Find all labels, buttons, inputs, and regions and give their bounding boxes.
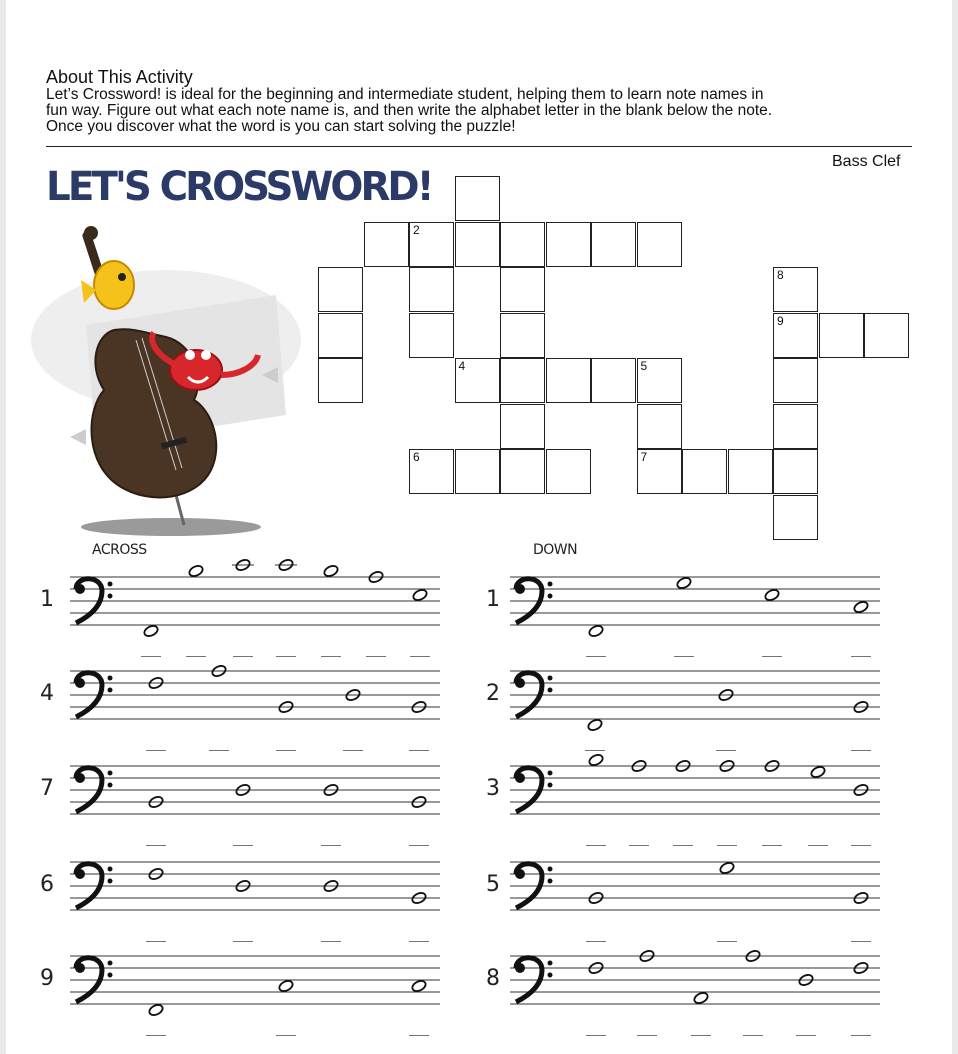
lobster-eye: [185, 350, 195, 360]
bass-scroll: [84, 226, 98, 240]
clue-label: 7: [40, 776, 54, 801]
crossword-cell[interactable]: [318, 313, 363, 358]
fish-body: [94, 261, 134, 309]
whole-note: [587, 718, 603, 732]
crossword-cell[interactable]: [591, 222, 636, 267]
crossword-cell[interactable]: [409, 313, 454, 358]
clue-label: 1: [486, 587, 500, 612]
crossword-cell[interactable]: [455, 222, 500, 267]
fish-eye: [118, 273, 126, 281]
crossword-cell[interactable]: [546, 222, 591, 267]
crossword-cell[interactable]: [500, 222, 545, 267]
clue-number: 9: [777, 313, 784, 328]
divider: [46, 146, 912, 147]
whole-note: [693, 991, 709, 1005]
clue-label: 1: [40, 587, 54, 612]
crossword-cell[interactable]: [773, 495, 818, 540]
crossword-cell[interactable]: [819, 313, 864, 358]
crossword-cell[interactable]: [500, 358, 545, 403]
whole-note: [588, 624, 604, 638]
crossword-cell[interactable]: [500, 267, 545, 312]
about-line: Let’s Crossword! is ideal for the beginning and intermediate student, helping them to learn note names in: [46, 86, 764, 103]
crossword-cell[interactable]: [455, 358, 500, 403]
crossword-cell[interactable]: [500, 404, 545, 449]
crossword-cell[interactable]: [546, 358, 591, 403]
worksheet-page: [6, 0, 952, 1054]
clue-number: 7: [640, 450, 648, 464]
whole-note: [719, 861, 735, 875]
clue-label: 4: [40, 681, 54, 706]
crossword-cell[interactable]: [728, 449, 773, 494]
crossword-cell[interactable]: [637, 358, 682, 403]
clue-label: 2: [486, 681, 500, 706]
staff-down-1: [0, 557, 958, 657]
down-heading: DOWN: [533, 542, 578, 558]
whole-note: [588, 753, 604, 767]
staff-down-5: [0, 842, 958, 942]
clue-number: 4: [458, 359, 466, 373]
crossword-cell[interactable]: [409, 267, 454, 312]
crossword-cell[interactable]: [637, 222, 682, 267]
crossword-cell[interactable]: [455, 449, 500, 494]
crossword-cell[interactable]: [409, 449, 454, 494]
shadow: [81, 518, 261, 536]
staff-down-8: [0, 936, 958, 1036]
crossword-cell[interactable]: [546, 449, 591, 494]
lobster-body: [170, 350, 222, 390]
staff-down-3: [0, 746, 958, 846]
whole-note: [853, 600, 869, 614]
lobster-eye: [201, 350, 211, 360]
clue-label: 3: [486, 776, 500, 801]
crossword-cell[interactable]: [455, 176, 500, 221]
clue-label: 5: [486, 872, 500, 897]
crossword-cell[interactable]: [773, 358, 818, 403]
page-title: LET'S CROSSWORD!: [46, 164, 432, 210]
clue-number: 6: [413, 450, 420, 464]
crossword-cell[interactable]: [864, 313, 909, 358]
crossword-cell[interactable]: [318, 358, 363, 403]
clue-label: 9: [40, 966, 54, 991]
clue-label: 6: [40, 872, 54, 897]
clue-number: 5: [640, 359, 648, 373]
crossword-cell[interactable]: [318, 267, 363, 312]
whole-note: [764, 588, 780, 602]
whole-note: [810, 765, 826, 779]
crossword-cell[interactable]: [409, 222, 454, 267]
clef-label: Bass Clef: [832, 153, 901, 170]
crossword-cell[interactable]: [773, 267, 818, 312]
crossword-cell[interactable]: [682, 449, 727, 494]
crossword-cell[interactable]: [773, 404, 818, 449]
cartoon-double-bass-icon: [26, 215, 326, 545]
across-heading: ACROSS: [92, 542, 147, 558]
whole-note: [676, 576, 692, 590]
clue-number: 8: [777, 268, 784, 282]
clue-number: 2: [413, 222, 420, 237]
crossword-cell[interactable]: [500, 449, 545, 494]
about-title: About This Activity: [46, 67, 193, 87]
clue-label: 8: [486, 966, 500, 991]
crossword-cell[interactable]: [773, 313, 818, 358]
crossword-cell[interactable]: [591, 358, 636, 403]
about-section: [46, 68, 926, 135]
crossword-cell[interactable]: [637, 449, 682, 494]
crossword-cell[interactable]: [637, 404, 682, 449]
crossword-cell[interactable]: [500, 313, 545, 358]
staff-down-2: [0, 651, 958, 751]
about-line: Once you discover what the word is you can start solving the puzzle!: [46, 118, 516, 135]
crossword-cell[interactable]: [364, 222, 409, 267]
about-line: fun way. Figure out what each note name is, and then write the alphabet letter in the blank below the note.: [46, 102, 773, 119]
small-fish: [70, 429, 86, 445]
crossword-cell[interactable]: [773, 449, 818, 494]
